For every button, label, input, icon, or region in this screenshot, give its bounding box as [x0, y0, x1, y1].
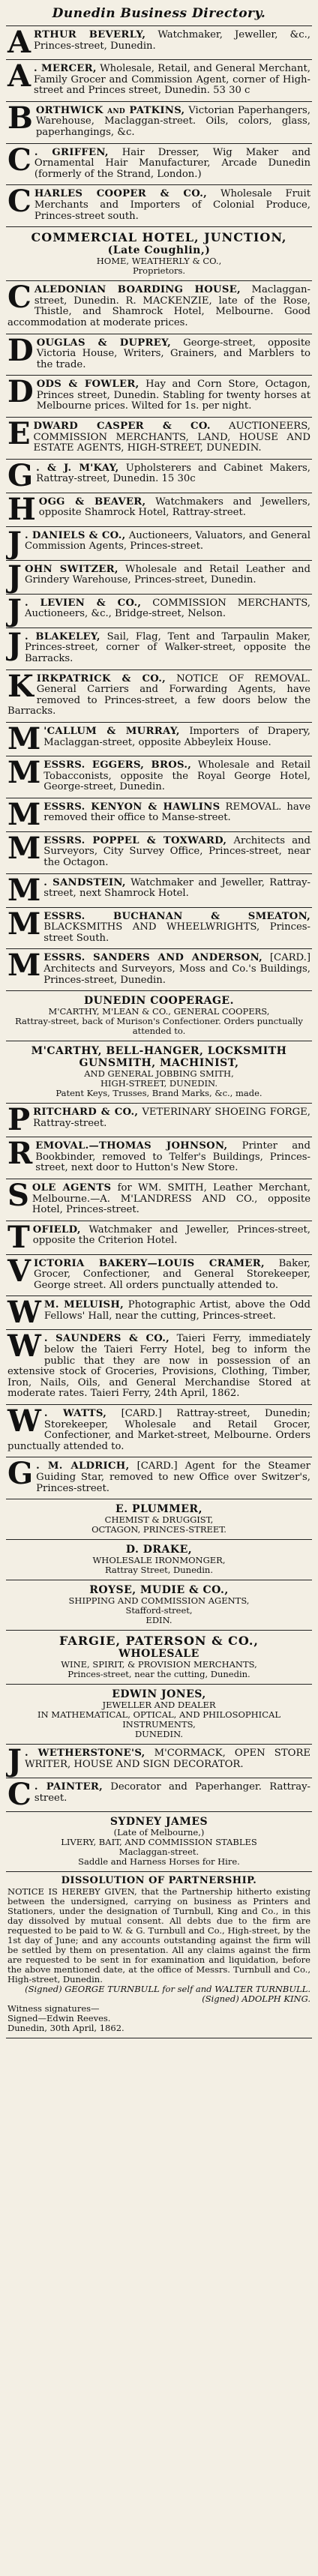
- ad-text: [8, 723, 310, 756]
- ad-heading: . WATTS,: [44, 1408, 107, 1420]
- directory-ad: [6, 460, 312, 493]
- drop-cap: V: [8, 1254, 32, 1289]
- directory-ad: [6, 1812, 312, 1872]
- ad-line: LIVERY, BAIT, AND COMMISSION STABLES: [61, 1837, 257, 1848]
- ad-text: [8, 26, 310, 60]
- ad-body: George-street, opposite Victoria House, Writers, Grainers, and Marblers to the trade.: [36, 337, 310, 370]
- ad-text: [8, 907, 310, 945]
- notice-date: Dunedin, 30th April, 1862.: [8, 2022, 124, 2033]
- ad-heading: OGG & BEAVER,: [38, 496, 146, 508]
- ad-text: [8, 281, 311, 328]
- directory-ad: [6, 281, 312, 334]
- drop-cap: M: [8, 756, 41, 790]
- ad-line: M'CARTHY, M'LEAN & CO., GENERAL COOPERS,: [48, 1006, 270, 1017]
- drop-cap: R: [8, 1137, 33, 1172]
- ad-heading: IRKPATRICK & CO.,: [36, 672, 166, 684]
- drop-cap: A: [8, 60, 32, 94]
- directory-ad: [6, 527, 312, 561]
- ad-body: [CARD.] Architects and Surveyors, Moss and Co.'s Buildings, Princes-street, Dunedin.: [44, 952, 310, 986]
- ad-text: [8, 756, 310, 793]
- dissolution-notice: [6, 1872, 312, 2038]
- drop-cap: C: [8, 281, 32, 316]
- directory-ad: [6, 756, 312, 798]
- ad-text: [8, 185, 310, 222]
- drop-cap: W: [8, 1296, 41, 1331]
- directory-ad: [6, 798, 312, 832]
- ad-line: EDWIN JONES,: [112, 1688, 206, 1701]
- ad-text: [8, 1778, 310, 1813]
- ad-heading: ORTHWICK and PATKINS,: [35, 104, 185, 116]
- directory-ad: [6, 493, 312, 527]
- ad-body: Wholesale and Retail Leather and Grindery Warehouse, Princes-street, Dunedin.: [24, 563, 310, 586]
- directory-ad: [6, 1296, 312, 1330]
- ad-text: [8, 1457, 310, 1494]
- notice-title: DISSOLUTION OF PARTNERSHIP.: [61, 1875, 257, 1887]
- drop-cap: J: [8, 628, 22, 662]
- directory-ad: [6, 595, 312, 628]
- ad-heading: . MERCER,: [34, 63, 97, 74]
- drop-cap: M: [8, 907, 41, 942]
- ad-heading: . BLAKELEY,: [24, 631, 100, 643]
- ad-text: [8, 1137, 310, 1174]
- ad-line: JEWELLER AND DEALER: [102, 1700, 216, 1711]
- ad-body: Wholesale and Retail Tobacconists, opposite the Royal George Hotel, George-street, Dunedin.: [44, 759, 310, 793]
- ad-body: [CARD.] Rattray-street, Dunedin; Storekeeper, Wholesale and Retail Grocer, Confectioner, and Market-street, Melbourne. Orders punctually attended to.: [8, 1408, 310, 1452]
- ad-text: [8, 831, 310, 869]
- ad-text: [8, 1221, 310, 1255]
- ad-line: OCTAGON, PRINCES-STREET.: [92, 1524, 226, 1535]
- ad-body: Decorator and Paperhanger. Rattray-street.: [34, 1781, 310, 1804]
- notice-witness: Witness signatures—: [8, 2002, 100, 2014]
- ad-heading: OUGLAS & DUPREY,: [36, 337, 172, 349]
- ad-heading: OLE AGENTS: [32, 1182, 112, 1194]
- ad-heading: . GRIFFEN,: [34, 146, 109, 158]
- directory-ad: [6, 1745, 312, 1778]
- ad-heading: 'CALLUM & MURRAY,: [44, 726, 180, 737]
- ad-line: HIGH-STREET, DUNEDIN.: [100, 1078, 218, 1089]
- drop-cap: D: [8, 334, 34, 368]
- ad-text: [8, 376, 310, 412]
- ad-line: Maclaggan-street.: [118, 1847, 200, 1858]
- ad-line: IN MATHEMATICAL, OPTICAL, AND PHILOSOPHICAL INSTRUMENTS,: [38, 1709, 280, 1730]
- ad-heading: . DANIELS & CO.,: [24, 529, 126, 541]
- directory-ad: [6, 832, 312, 874]
- directory-ad: [6, 628, 312, 670]
- ad-text: [8, 1330, 310, 1400]
- directory-ad: [6, 334, 312, 376]
- ad-heading: ESSRS. SANDERS AND ANDERSON,: [44, 952, 262, 964]
- ad-line: WHOLESALE: [118, 1648, 200, 1661]
- ad-heading: . PAINTER,: [34, 1781, 103, 1793]
- drop-cap: P: [8, 1104, 31, 1138]
- ad-heading: ESSRS. EGGERS, BROS.,: [44, 759, 192, 771]
- drop-cap: J: [8, 594, 22, 628]
- ad-heading: ICTORIA BAKERY—LOUIS CRAMER,: [34, 1257, 265, 1269]
- ad-text: [8, 1745, 310, 1779]
- notice-witness-2: Signed—Edwin Reeves.: [8, 2012, 111, 2023]
- drop-cap: J: [8, 1745, 22, 1779]
- ad-text: [8, 143, 311, 181]
- ad-text: [8, 1254, 310, 1292]
- ad-heading: ODS & FOWLER,: [36, 379, 140, 391]
- ad-body: Upholsterers and Cabinet Makers, Rattray-street, Dunedin. 15 30c: [36, 462, 310, 485]
- ad-body: NOTICE OF REMOVAL. General Carriers and Forwarding Agents, have removed to Princes-street, a few doors below the Barracks.: [8, 672, 310, 717]
- ad-heading: RITCHARD & CO.,: [33, 1107, 139, 1119]
- ad-heading: HARLES COOPER & CO.,: [34, 188, 208, 200]
- ad-body: Wholesale, Retail, and General Merchant, Family Grocer and Commission Agent, corner of High-street and Princes street, Dunedin. 53 30 c: [34, 63, 310, 97]
- ad-body: Wholesale Fruit Merchants and Importers of Colonial Produce, Princes-street south.: [34, 188, 310, 222]
- ad-body: Sail, Flag, Tent and Tarpaulin Maker, Princes-street, corner of Walker-street, opposite the Barracks.: [24, 631, 310, 665]
- ad-line: Stafford-street,: [125, 1605, 193, 1616]
- directory-ad: [6, 1137, 312, 1179]
- ad-text: [8, 526, 311, 561]
- directory-ad: [6, 26, 312, 60]
- ad-line: Patent Keys, Trusses, Brand Marks, &c., made.: [56, 1088, 262, 1099]
- drop-cap: M: [8, 798, 41, 832]
- directory-ad: [6, 1179, 312, 1221]
- ad-body: Importers of Drapery, Maclaggan-street, opposite Abbeyleix House.: [44, 726, 310, 748]
- ad-body: Hair Dresser, Wig Maker and Ornamental Hair Manufacturer, Arcade Dunedin (formerly of the Strand, London.): [34, 146, 311, 180]
- directory-ad: [6, 723, 312, 756]
- ad-heading: ALEDONIAN BOARDING HOUSE,: [34, 284, 241, 296]
- ad-text: [8, 1405, 310, 1452]
- ad-body: BLACKSMITHS AND WHEELWRIGHTS, Princes-street South.: [44, 921, 310, 944]
- ad-line: SYDNEY JAMES: [110, 1816, 208, 1829]
- directory-ad: [6, 561, 312, 595]
- directory-ad: [6, 908, 312, 950]
- ad-body: REMOVAL. have removed their office to Manse-street.: [44, 801, 310, 824]
- ad-line: D. DRAKE,: [125, 1544, 193, 1556]
- ad-line: Rattray-street, back of Murison's Confectioner. Orders punctually attended to.: [15, 1016, 303, 1037]
- ad-heading: RTHUR BEVERLY,: [34, 29, 146, 40]
- ad-text: [8, 1179, 311, 1216]
- ad-body: Hay and Corn Store, Octagon, Princes street, Dunedin. Stabling for twenty horses at Melbourne prices. Wilted for 1s. per night.: [36, 379, 310, 412]
- directory-ad: [6, 1221, 312, 1255]
- ad-heading: ESSRS. KENYON & HAWLINS: [44, 801, 220, 813]
- ad-body: for WM. SMITH, Leather Merchant, Melbourne.—A. M'LANDRESS AND CO., opposite Hotel, Princes-street.: [32, 1182, 311, 1216]
- ad-line: AND GENERAL JOBBING SMITH,: [84, 1068, 234, 1080]
- ad-body: Auctioneers, Valuators, and General Commission Agents, Princes-street.: [24, 529, 311, 553]
- ad-line: Princes-street, near the cutting, Dunedin.: [68, 1669, 250, 1680]
- drop-cap: M: [8, 873, 41, 908]
- ad-line: DUNEDIN COOPERAGE.: [84, 995, 234, 1008]
- directory-ad: [6, 1685, 312, 1745]
- drop-cap: E: [8, 418, 31, 452]
- directory-ad: [6, 1405, 312, 1457]
- ad-body: COMMISSION MERCHANTS, Auctioneers, &c., Bridge-street, Nelson.: [24, 597, 310, 620]
- ad-body: Watchmaker and Jeweller, Rattray-street, next Shamrock Hotel.: [44, 876, 310, 900]
- ad-heading: ESSRS. BUCHANAN & SMEATON,: [44, 910, 310, 922]
- directory-ad: [6, 418, 312, 460]
- drop-cap: J: [8, 526, 22, 561]
- drop-cap: C: [8, 185, 32, 220]
- ad-line: Rattray Street, Dunedin.: [104, 1565, 213, 1576]
- directory-ad: [6, 1499, 312, 1540]
- drop-cap: M: [8, 949, 41, 984]
- ad-body: VETERINARY SHOEING FORGE, Rattray-street.: [33, 1107, 310, 1129]
- ad-body: Taieri Ferry, immediately below the Taieri Ferry Hotel, beg to inform the public that they are now in possession of an extensive stock of Groceries, Provisions, Clothing, Timber, Iron, Nails, Oils, and General Merchandise Stored at moderate rates. Taieri Ferry, 24th April, 1862.: [8, 1333, 310, 1400]
- directory-ad: [6, 949, 312, 991]
- notice-signature-1: (Signed) GEORGE TURNBULL for self and WALTER TURNBULL.: [25, 1983, 310, 1994]
- directory-ad: [6, 227, 312, 281]
- page-title: Dunedin Business Directory.: [6, 3, 312, 26]
- drop-cap: J: [8, 560, 22, 595]
- ad-heading: M. MELUISH,: [44, 1299, 124, 1311]
- ad-body: Baker, Grocer, Confectioner, and General Storekeeper, George street. All orders punctually attended to.: [34, 1257, 310, 1291]
- ad-text: [8, 459, 310, 493]
- drop-cap: K: [8, 669, 34, 704]
- drop-cap: M: [8, 723, 41, 756]
- ad-text: [8, 949, 310, 986]
- ad-line: M'CARTHY, BELL-HANGER, LOCKSMITH GUNSMITH, MACHINIST,: [31, 1045, 287, 1070]
- ad-line: (Late Coughlin,): [107, 244, 211, 257]
- drop-cap: D: [8, 376, 34, 410]
- ad-text: [8, 1104, 310, 1138]
- drop-cap: C: [8, 143, 32, 178]
- drop-cap: M: [8, 831, 41, 866]
- drop-cap: H: [8, 493, 36, 527]
- ad-heading: . SANDSTEIN,: [44, 876, 126, 888]
- ad-body: Watchmaker, Jeweller, &c., Princes-street, Dunedin.: [34, 29, 310, 52]
- ad-text: [8, 334, 310, 371]
- directory-ad: [6, 1457, 312, 1499]
- ad-line: E. PLUMMER,: [116, 1503, 202, 1516]
- directory-ad: [6, 1540, 312, 1580]
- ad-text: [8, 60, 310, 97]
- ad-text: [8, 560, 310, 595]
- directory-ad: [6, 1041, 312, 1104]
- ads-column: [6, 26, 312, 1872]
- directory-ad: [6, 874, 312, 908]
- directory-ad: [6, 670, 312, 723]
- directory-ad: [6, 1778, 312, 1812]
- ad-line: (Late of Melbourne,): [113, 1827, 205, 1838]
- ad-body: M'CORMACK, OPEN STORE WRITER, HOUSE AND SIGN DECORATOR.: [24, 1748, 310, 1770]
- drop-cap: G: [8, 459, 34, 493]
- ad-heading: DWARD CASPER & CO.: [33, 421, 211, 433]
- ad-heading: . WETHERSTONE'S,: [24, 1748, 146, 1760]
- directory-ad: [6, 1104, 312, 1137]
- drop-cap: T: [8, 1221, 30, 1255]
- ad-body: Watchmaker and Jeweller, Princes-street, opposite the Criterion Hotel.: [32, 1224, 310, 1247]
- ad-heading: . LEVIEN & CO.,: [24, 597, 142, 609]
- ad-line: HOME, WEATHERLY & CO.,: [96, 256, 222, 267]
- ad-line: WINE, SPIRIT, & PROVISION MERCHANTS,: [61, 1659, 257, 1670]
- drop-cap: S: [8, 1179, 29, 1213]
- ad-heading: . M. ALDRICH,: [36, 1460, 130, 1472]
- ad-line: FARGIE, PATERSON & CO.,: [59, 1634, 259, 1649]
- ad-text: [8, 798, 310, 832]
- directory-ad: [6, 1580, 312, 1631]
- ad-text: [8, 1296, 310, 1331]
- ad-heading: OHN SWITZER,: [24, 563, 118, 575]
- ad-heading: EMOVAL.—THOMAS JOHNSON,: [35, 1140, 228, 1152]
- drop-cap: W: [8, 1330, 41, 1364]
- ad-line: EDIN.: [146, 1615, 172, 1626]
- ad-text: [8, 873, 310, 908]
- drop-cap: C: [8, 1778, 32, 1813]
- ad-line: DUNEDIN.: [134, 1729, 184, 1740]
- ad-text: [8, 418, 310, 454]
- ad-heading: . SAUNDERS & CO.,: [44, 1333, 170, 1345]
- ad-body: Photographic Artist, above the Odd Fellows' Hall, near the cutting, Princes-street.: [44, 1299, 310, 1322]
- ad-line: WHOLESALE IRONMONGER,: [92, 1555, 226, 1566]
- ad-text: [8, 669, 310, 717]
- drop-cap: B: [8, 101, 33, 136]
- ad-text: [8, 101, 311, 139]
- ad-body: [CARD.] Agent for the Steamer Guiding Star, removed to new Office over Switzer's, Princes-street.: [36, 1460, 310, 1494]
- directory-ad: [6, 1631, 312, 1685]
- directory-ad: [6, 144, 312, 186]
- ad-text: [8, 628, 310, 665]
- drop-cap: A: [8, 26, 32, 60]
- ad-text: [8, 594, 310, 628]
- ad-body: Architects and Surveyors, City Survey Office, Princes-street, near the Octagon.: [44, 834, 310, 868]
- directory-ad: [6, 60, 312, 102]
- directory-ad: [6, 1330, 312, 1405]
- ad-line: ROYSE, MUDIE & CO.,: [89, 1584, 229, 1597]
- ad-line: COMMERCIAL HOTEL, JUNCTION,: [31, 230, 287, 245]
- directory-ad: [6, 991, 312, 1041]
- drop-cap: G: [8, 1457, 34, 1492]
- drop-cap: W: [8, 1405, 41, 1439]
- directory-ad: [6, 102, 312, 144]
- ad-body: Printer and Bookbinder, removed to Telfer's Buildings, Princes-street, next door to Hutton's New Store.: [35, 1140, 310, 1174]
- ad-body: Maclaggan-street, Dunedin. R. MACKENZIE, late of the Rose, Thistle, and Shamrock Hotel, Melbourne. Good accommodation at moderate prices.: [8, 284, 311, 328]
- ad-line: SHIPPING AND COMMISSION AGENTS,: [68, 1595, 250, 1607]
- ad-body: Victorian Paperhangers, Warehouse, Maclaggan-street. Oils, colors, glass, paperhangings, &c.: [35, 104, 311, 138]
- ad-text: [8, 493, 310, 527]
- directory-ad: [6, 376, 312, 418]
- notice-body: NOTICE IS HEREBY GIVEN, that the Partnership hitherto existing between the undersigned, carrying on business as Printers and Stationers, under the designation of Turnbull, King and Co., in this day dissolved by mutual consent. All debts due to the firm are requested to be paid to W. & G. Turnbull and Co., High-street, by the 1st day of June; and any accounts outstanding against the firm will be settled by them on presentation. All any claims against the firm are requested to be sent in for examination and liquidation, before the above mentioned date, at the office of Messrs. Turnbull and Co., High-street, Dunedin.: [8, 1886, 310, 1984]
- ad-heading: ESSRS. POPPEL & TOXWARD,: [44, 834, 227, 846]
- ad-heading: OFIELD,: [32, 1224, 81, 1236]
- directory-ad: [6, 1255, 312, 1297]
- directory-ad: [6, 185, 312, 227]
- ad-line: Proprietors.: [132, 265, 186, 277]
- ad-heading: . & J. M'KAY,: [36, 462, 119, 474]
- notice-signature-2: (Signed) ADOLPH KING.: [202, 1993, 310, 2004]
- ad-body: AUCTIONEERS, COMMISSION MERCHANTS, LAND, HOUSE AND ESTATE AGENTS, HIGH-STREET, DUNEDIN.: [33, 421, 310, 454]
- ad-body: Watchmakers and Jewellers, opposite Shamrock Hotel, Rattray-street.: [38, 496, 310, 519]
- ad-line: CHEMIST & DRUGGIST,: [104, 1514, 214, 1526]
- ad-line: Saddle and Harness Horses for Hire.: [78, 1856, 240, 1868]
